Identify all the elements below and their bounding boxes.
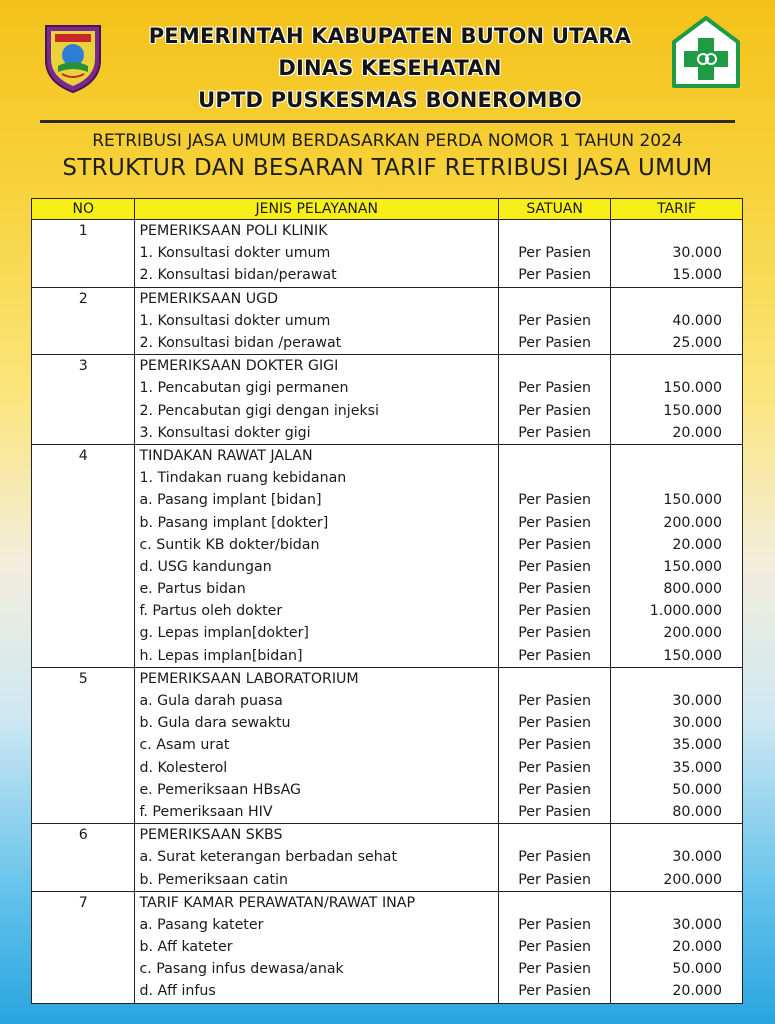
unit-cell: Per Pasien: [499, 712, 611, 734]
tariff-cell: 30.000: [611, 690, 743, 712]
service-name: c. Asam urat: [135, 734, 499, 756]
table-row: [32, 422, 743, 445]
tariff-cell: 150.000: [611, 556, 743, 578]
tariff-cell: 35.000: [611, 757, 743, 779]
tariff-cell: 150.000: [611, 489, 743, 511]
table-row: [32, 779, 743, 801]
unit-cell: Per Pasien: [499, 489, 611, 511]
tariff-cell: 20.000: [611, 936, 743, 958]
number-cell: [32, 511, 135, 533]
tariff-cell: [611, 467, 743, 489]
unit-cell: Per Pasien: [499, 958, 611, 980]
service-name: d. Kolesterol: [135, 757, 499, 779]
tariff-cell: [611, 287, 743, 310]
service-name: 1. Pencabutan gigi permanen: [135, 377, 499, 399]
table-row: [32, 801, 743, 824]
unit-cell: [499, 220, 611, 243]
tariff-cell: 20.000: [611, 422, 743, 445]
service-name: a. Surat keterangan berbadan sehat: [135, 846, 499, 868]
tariff-cell: 50.000: [611, 779, 743, 801]
number-cell: [32, 467, 135, 489]
number-cell: [32, 310, 135, 332]
table-row: [32, 489, 743, 511]
number-cell: [32, 868, 135, 891]
group-number: 1: [32, 220, 135, 243]
service-name: d. USG kandungan: [135, 556, 499, 578]
unit-cell: Per Pasien: [499, 690, 611, 712]
number-cell: [32, 801, 135, 824]
number-cell: [32, 600, 135, 622]
unit-cell: Per Pasien: [499, 310, 611, 332]
group-title-row: [32, 220, 743, 243]
service-name: a. Pasang implant [bidan]: [135, 489, 499, 511]
service-name: f. Partus oleh dokter: [135, 600, 499, 622]
number-cell: [32, 400, 135, 422]
tariff-cell: 150.000: [611, 377, 743, 399]
tariff-cell: 15.000: [611, 264, 743, 287]
table-row: [32, 868, 743, 891]
number-cell: [32, 936, 135, 958]
unit-cell: Per Pasien: [499, 801, 611, 824]
unit-cell: [499, 467, 611, 489]
table-body: [32, 220, 743, 1004]
unit-cell: [499, 667, 611, 690]
number-cell: [32, 534, 135, 556]
header-puskesmas-title: UPTD PUSKESMAS BONEROMBO: [198, 88, 582, 112]
table-row: [32, 600, 743, 622]
tariff-cell: 30.000: [611, 242, 743, 264]
unit-cell: [499, 355, 611, 378]
header-department-title: DINAS KESEHATAN: [278, 56, 502, 80]
tariff-cell: 20.000: [611, 980, 743, 1003]
number-cell: [32, 712, 135, 734]
table-row: [32, 264, 743, 287]
service-name: b. Pasang implant [dokter]: [135, 511, 499, 533]
header-government-title: PEMERINTAH KABUPATEN BUTON UTARA: [148, 24, 632, 48]
unit-cell: Per Pasien: [499, 734, 611, 756]
tariff-cell: 30.000: [611, 846, 743, 868]
tariff-cell: 200.000: [611, 868, 743, 891]
number-cell: [32, 422, 135, 445]
service-name: e. Pemeriksaan HBsAG: [135, 779, 499, 801]
table-row: [32, 712, 743, 734]
tariff-cell: 50.000: [611, 958, 743, 980]
unit-cell: Per Pasien: [499, 622, 611, 644]
puskesmas-cross-icon: [670, 14, 742, 94]
number-cell: [32, 757, 135, 779]
group-title-row: [32, 287, 743, 310]
tariff-cell: [611, 355, 743, 378]
tariff-cell: 200.000: [611, 622, 743, 644]
tariff-cell: 25.000: [611, 332, 743, 355]
number-cell: [32, 622, 135, 644]
service-name: d. Aff infus: [135, 980, 499, 1003]
group-title: PEMERIKSAAN DOKTER GIGI: [135, 355, 499, 378]
table-row: [32, 556, 743, 578]
unit-cell: Per Pasien: [499, 534, 611, 556]
tariff-cell: 30.000: [611, 914, 743, 936]
unit-cell: Per Pasien: [499, 757, 611, 779]
table-row: [32, 846, 743, 868]
tariff-cell: 150.000: [611, 645, 743, 668]
group-number: 2: [32, 287, 135, 310]
number-cell: [32, 332, 135, 355]
group-title: PEMERIKSAAN SKBS: [135, 824, 499, 847]
group-number: 6: [32, 824, 135, 847]
header-divider: [40, 120, 735, 123]
tariff-cell: 1.000.000: [611, 600, 743, 622]
tariff-cell: 30.000: [611, 712, 743, 734]
number-cell: [32, 914, 135, 936]
document-title: STRUKTUR DAN BESARAN TARIF RETRIBUSI JASA UMUM: [62, 155, 713, 181]
table-row: [32, 914, 743, 936]
table-row: [32, 400, 743, 422]
unit-cell: Per Pasien: [499, 400, 611, 422]
table-row: [32, 511, 743, 533]
regency-shield-emblem-icon: [40, 22, 106, 94]
number-cell: [32, 242, 135, 264]
unit-cell: [499, 444, 611, 467]
number-cell: [32, 690, 135, 712]
group-number: 7: [32, 891, 135, 914]
service-name: b. Pemeriksaan catin: [135, 868, 499, 891]
service-name: 2. Konsultasi bidan/perawat: [135, 264, 499, 287]
unit-cell: Per Pasien: [499, 846, 611, 868]
unit-cell: Per Pasien: [499, 264, 611, 287]
table-header-row: [32, 199, 743, 220]
unit-cell: Per Pasien: [499, 511, 611, 533]
service-name: e. Partus bidan: [135, 578, 499, 600]
regulation-subtitle: RETRIBUSI JASA UMUM BERDASARKAN PERDA NOMOR 1 TAHUN 2024: [92, 131, 683, 151]
tariff-cell: 40.000: [611, 310, 743, 332]
table-row: [32, 622, 743, 644]
number-cell: [32, 734, 135, 756]
service-name: b. Gula dara sewaktu: [135, 712, 499, 734]
number-cell: [32, 846, 135, 868]
group-title: PEMERIKSAAN UGD: [135, 287, 499, 310]
column-header-unit: SATUAN: [499, 199, 611, 220]
table-row: [32, 980, 743, 1003]
service-name: a. Gula darah puasa: [135, 690, 499, 712]
table-row: [32, 690, 743, 712]
service-name: 1. Konsultasi dokter umum: [135, 310, 499, 332]
group-title-row: [32, 444, 743, 467]
tariff-cell: 150.000: [611, 400, 743, 422]
group-number: 3: [32, 355, 135, 378]
number-cell: [32, 578, 135, 600]
tariff-cell: [611, 444, 743, 467]
service-name: 3. Konsultasi dokter gigi: [135, 422, 499, 445]
table-row: [32, 734, 743, 756]
service-name: a. Pasang kateter: [135, 914, 499, 936]
table-row: [32, 242, 743, 264]
group-title-row: [32, 355, 743, 378]
tariff-cell: 800.000: [611, 578, 743, 600]
group-title-row: [32, 824, 743, 847]
number-cell: [32, 264, 135, 287]
number-cell: [32, 489, 135, 511]
number-cell: [32, 556, 135, 578]
number-cell: [32, 958, 135, 980]
table-row: [32, 467, 743, 489]
table-row: [32, 578, 743, 600]
table-row: [32, 757, 743, 779]
table-row: [32, 936, 743, 958]
unit-cell: Per Pasien: [499, 645, 611, 668]
group-title-row: [32, 667, 743, 690]
column-header-no: NO: [32, 199, 135, 220]
table-row: [32, 377, 743, 399]
unit-cell: Per Pasien: [499, 422, 611, 445]
tariff-table: [31, 198, 743, 1004]
unit-cell: Per Pasien: [499, 914, 611, 936]
group-title: TARIF KAMAR PERAWATAN/RAWAT INAP: [135, 891, 499, 914]
unit-cell: [499, 891, 611, 914]
number-cell: [32, 377, 135, 399]
tariff-cell: 35.000: [611, 734, 743, 756]
unit-cell: Per Pasien: [499, 556, 611, 578]
number-cell: [32, 779, 135, 801]
table-row: [32, 958, 743, 980]
service-name: b. Aff kateter: [135, 936, 499, 958]
service-name: 1. Konsultasi dokter umum: [135, 242, 499, 264]
column-header-service: JENIS PELAYANAN: [135, 199, 499, 220]
table-row: [32, 645, 743, 668]
service-name: g. Lepas implan[dokter]: [135, 622, 499, 644]
column-header-tariff: TARIF: [611, 199, 743, 220]
unit-cell: [499, 287, 611, 310]
table-row: [32, 310, 743, 332]
unit-cell: Per Pasien: [499, 868, 611, 891]
unit-cell: Per Pasien: [499, 980, 611, 1003]
service-name: f. Pemeriksaan HIV: [135, 801, 499, 824]
tariff-cell: [611, 891, 743, 914]
tariff-cell: 80.000: [611, 801, 743, 824]
service-name: 2. Pencabutan gigi dengan injeksi: [135, 400, 499, 422]
table-row: [32, 534, 743, 556]
unit-cell: Per Pasien: [499, 377, 611, 399]
number-cell: [32, 980, 135, 1003]
group-number: 4: [32, 444, 135, 467]
service-name: c. Suntik KB dokter/bidan: [135, 534, 499, 556]
group-number: 5: [32, 667, 135, 690]
unit-cell: Per Pasien: [499, 600, 611, 622]
unit-cell: Per Pasien: [499, 779, 611, 801]
tariff-cell: [611, 824, 743, 847]
service-name: h. Lepas implan[bidan]: [135, 645, 499, 668]
service-name: 2. Konsultasi bidan /perawat: [135, 332, 499, 355]
tariff-cell: [611, 667, 743, 690]
service-name: c. Pasang infus dewasa/anak: [135, 958, 499, 980]
tariff-cell: 200.000: [611, 511, 743, 533]
service-name: 1. Tindakan ruang kebidanan: [135, 467, 499, 489]
unit-cell: Per Pasien: [499, 578, 611, 600]
unit-cell: Per Pasien: [499, 936, 611, 958]
group-title: TINDAKAN RAWAT JALAN: [135, 444, 499, 467]
tariff-cell: 20.000: [611, 534, 743, 556]
group-title: PEMERIKSAAN LABORATORIUM: [135, 667, 499, 690]
group-title-row: [32, 891, 743, 914]
tariff-cell: [611, 220, 743, 243]
group-title: PEMERIKSAAN POLI KLINIK: [135, 220, 499, 243]
unit-cell: Per Pasien: [499, 332, 611, 355]
unit-cell: Per Pasien: [499, 242, 611, 264]
number-cell: [32, 645, 135, 668]
unit-cell: [499, 824, 611, 847]
table-row: [32, 332, 743, 355]
